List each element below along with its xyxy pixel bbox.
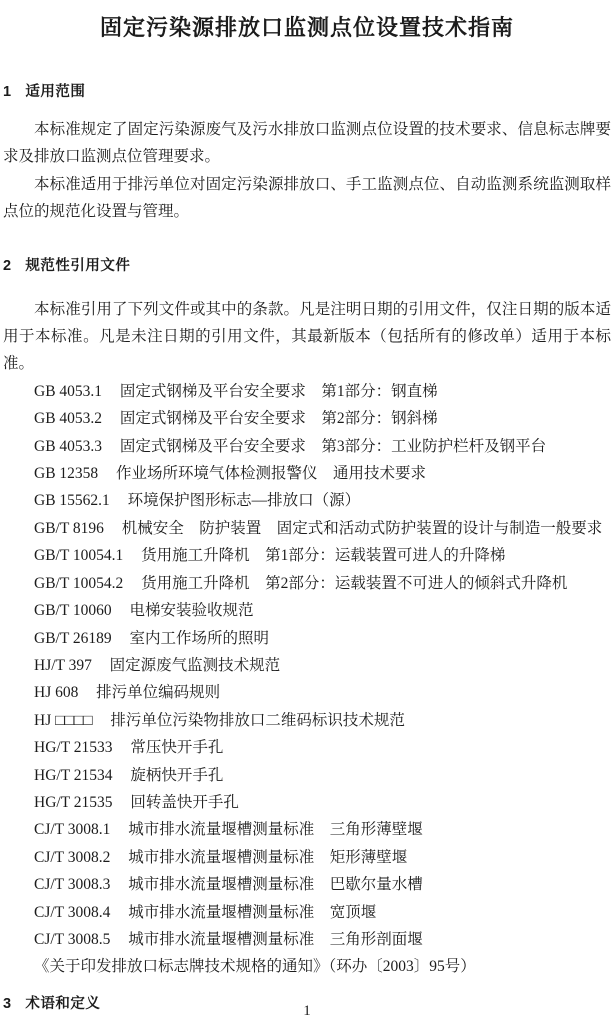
reference-title: 《关于印发排放口标志牌技术规格的通知》（环办〔2003〕95号） xyxy=(34,958,476,976)
reference-title: 货用施工升降机 第2部分：运载装置不可进人的倾斜式升降机 xyxy=(141,574,568,592)
section-2-heading xyxy=(3,256,611,276)
reference-code: HJ/T 397 xyxy=(34,656,92,674)
reference-code: HG/T 21534 xyxy=(34,766,113,784)
reference-title: 固定式钢梯及平台安全要求 第2部分：钢斜梯 xyxy=(119,410,438,428)
reference-item xyxy=(3,734,611,761)
reference-code: CJ/T 3008.4 xyxy=(34,903,111,921)
section-1-title: 适用范围 xyxy=(25,84,86,100)
reference-title: 电梯安装验收规范 xyxy=(129,602,254,620)
reference-title: 固定源废气监测技术规范 xyxy=(109,656,281,674)
reference-item xyxy=(3,487,611,514)
reference-title: 回转盖快开手孔 xyxy=(130,793,239,811)
document-title: 固定污染源排放口监测点位设置技术指南 xyxy=(99,15,514,40)
reference-code: GB/T 10060 xyxy=(34,602,112,620)
reference-code: CJ/T 3008.5 xyxy=(34,930,111,948)
section-2-intro-paragraph: 本标准引用了下列文件或其中的条款。凡是注明日期的引用文件，仅注日期的版本适用于本标准。凡是未注日期的引用文件，其最新版本（包括所有的修改单）适用于本标准。 xyxy=(3,300,611,373)
reference-code: HJ □□□□ xyxy=(34,711,93,729)
reference-code: GB/T 10054.1 xyxy=(34,547,124,565)
reference-item xyxy=(3,926,611,953)
reference-item xyxy=(3,953,611,980)
section-3-title: 术语和定义 xyxy=(25,995,101,1012)
reference-code: GB 12358 xyxy=(34,465,99,483)
reference-title: 室内工作场所的照明 xyxy=(129,629,269,647)
reference-item xyxy=(3,789,611,816)
reference-title: 城市排水流量堰槽测量标准 三角形薄壁堰 xyxy=(128,821,423,839)
reference-item xyxy=(3,816,611,843)
section-1-number: 1 xyxy=(3,84,12,100)
reference-code: GB 4053.3 xyxy=(34,437,103,455)
reference-item xyxy=(3,405,611,432)
reference-title: 城市排水流量堰槽测量标准 宽顶堰 xyxy=(128,903,377,921)
reference-code: HJ 608 xyxy=(34,684,79,702)
reference-title: 货用施工升降机 第1部分：运载装置可进人的升降梯 xyxy=(141,547,506,565)
reference-title: 城市排水流量堰槽测量标准 巴歇尔量水槽 xyxy=(128,876,423,894)
reference-title: 排污单位编码规则 xyxy=(96,684,221,702)
page-number: 1 xyxy=(303,1003,311,1019)
reference-title: 城市排水流量堰槽测量标准 矩形薄壁堰 xyxy=(128,848,408,866)
reference-item xyxy=(3,542,611,569)
reference-title: 旋柄快开手孔 xyxy=(130,766,224,784)
reference-item xyxy=(3,460,611,487)
reference-item xyxy=(3,597,611,624)
section-2-title: 规范性引用文件 xyxy=(25,257,131,274)
section-1-heading xyxy=(3,82,611,102)
references-list xyxy=(3,378,611,981)
reference-item xyxy=(3,762,611,789)
reference-title: 机械安全 防护装置 固定式和活动式防护装置的设计与制造一般要求 xyxy=(121,519,603,537)
paragraph: 本标准适用于排污单位对固定污染源排放口、手工监测点位、自动监测系统监测取样点位的规范化设置与管理。 xyxy=(3,175,611,221)
reference-code: HG/T 21533 xyxy=(34,739,113,757)
paragraph: 本标准规定了固定污染源废气及污水排放口监测点位设置的技术要求、信息标志牌要求及排放口监测点位管理要求。 xyxy=(3,121,611,166)
section-2-number: 2 xyxy=(3,257,12,274)
reference-title: 常压快开手孔 xyxy=(130,739,224,757)
section-3-number: 3 xyxy=(3,995,12,1012)
reference-item xyxy=(3,707,611,734)
section-1-body xyxy=(3,116,611,226)
reference-title: 固定式钢梯及平台安全要求 第3部分：工业防护栏杆及钢平台 xyxy=(119,437,547,455)
reference-title: 环境保护图形标志—排放口（源） xyxy=(127,492,361,510)
reference-item xyxy=(3,899,611,926)
reference-code: HG/T 21535 xyxy=(34,793,113,811)
reference-code: GB/T 8196 xyxy=(34,519,104,537)
reference-code: CJ/T 3008.2 xyxy=(34,848,111,866)
reference-item xyxy=(3,625,611,652)
reference-title: 城市排水流量堰槽测量标准 三角形剖面堰 xyxy=(128,930,423,948)
reference-item xyxy=(3,433,611,460)
reference-item xyxy=(3,871,611,898)
reference-code: CJ/T 3008.1 xyxy=(34,821,111,839)
reference-title: 固定式钢梯及平台安全要求 第1部分：钢直梯 xyxy=(119,382,438,400)
reference-title: 作业场所环境气体检测报警仪 通用技术要求 xyxy=(115,465,426,483)
reference-code: GB/T 10054.2 xyxy=(34,574,124,592)
reference-code: GB 15562.1 xyxy=(34,492,110,510)
reference-title: 排污单位污染物排放口二维码标识技术规范 xyxy=(110,711,405,729)
reference-code: GB 4053.2 xyxy=(34,410,103,428)
reference-item xyxy=(3,844,611,871)
reference-code: GB/T 26189 xyxy=(34,629,112,647)
reference-item xyxy=(3,679,611,706)
reference-item xyxy=(3,570,611,597)
reference-item xyxy=(3,515,611,542)
reference-code: CJ/T 3008.3 xyxy=(34,876,111,894)
reference-item xyxy=(3,378,611,405)
reference-item xyxy=(3,652,611,679)
reference-code: GB 4053.1 xyxy=(34,382,103,400)
